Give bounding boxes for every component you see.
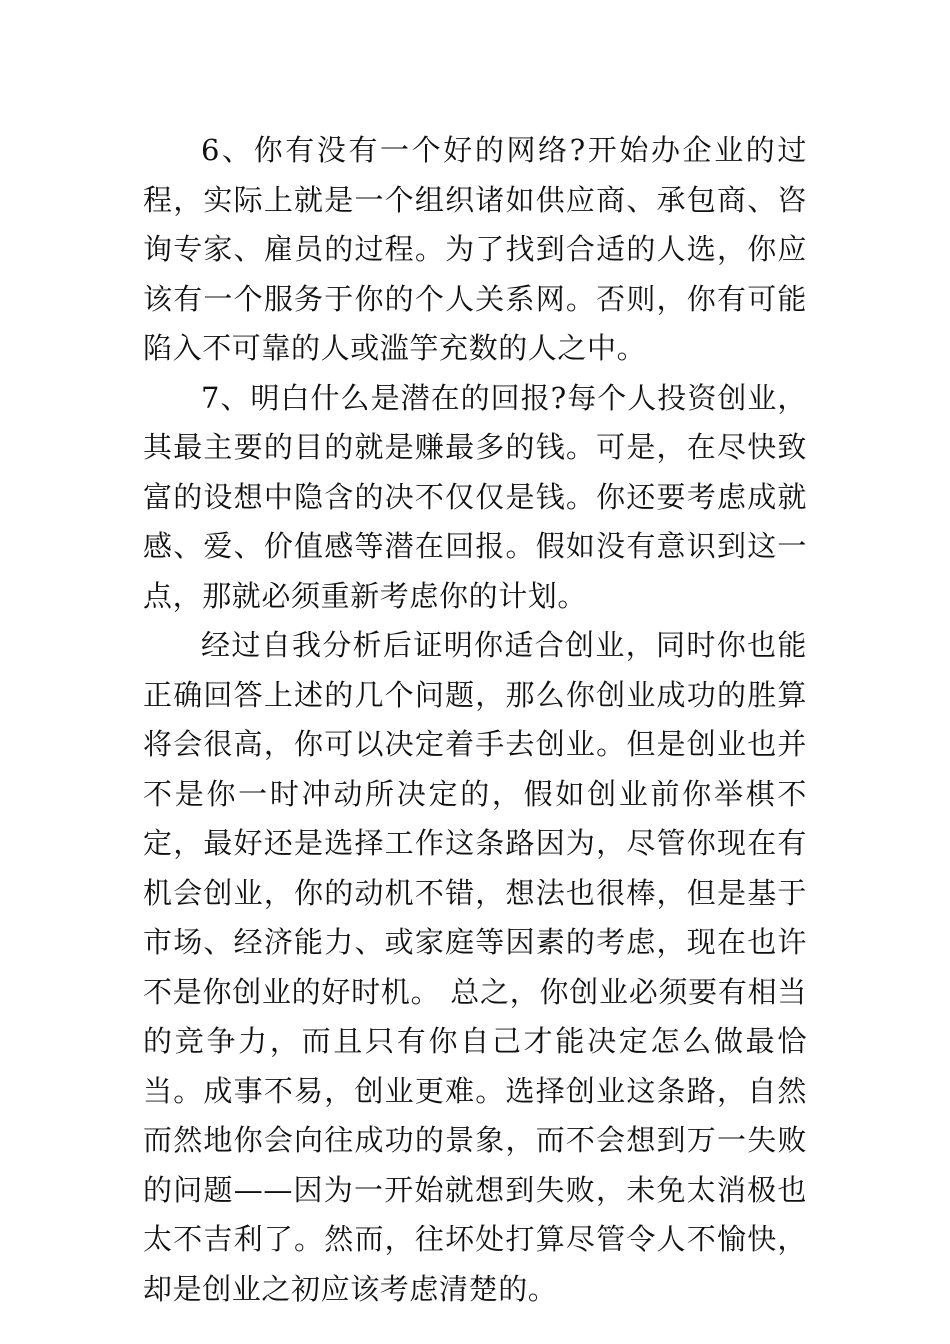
paragraph-network: 6、你有没有一个好的网络?开始办企业的过程，实际上就是一个组织诸如供应商、承包商、咨询专家、雇员的过程。为了找到合适的人选，你应该有一个服务于你的个人关系网。否则，你有可能陷入不可靠的人或滥竽充数的人之中。	[143, 133, 807, 365]
document-page	[143, 126, 807, 1314]
paragraph-conclusion: 经过自我分析后证明你适合创业，同时你也能正确回答上述的几个问题，那么你创业成功的胜算将会很高，你可以决定着手去创业。但是创业也并不是你一时冲动所决定的，假如创业前你举棋不定，最好还是选择工作这条路因为，尽管你现在有机会创业，你的动机不错，想法也很棒，但是基于市场、经济能力、或家庭等因素的考虑，现在也许不是你创业的好时机。 总之，你创业必须要有相当的竞争力，而且只有你自己才能决定怎么做最恰当。成事不易，创业更难。选择创业这条路，自然而然地你会向往成功的景象，而不会想到万一失败的问题——因为一开始就想到失败，未免太消极也太不吉利了。然而，往坏处打算尽管令人不愉快，却是创业之初应该考虑清楚的。	[143, 628, 807, 1306]
paragraph-potential-return: 7、明白什么是潜在的回报?每个人投资创业，其最主要的目的就是赚最多的钱。可是，在尽快致富的设想中隐含的决不仅仅是钱。你还要考虑成就感、爱、价值感等潜在回报。假如没有意识到这一点，那就必须重新考虑你的计划。	[143, 380, 807, 613]
